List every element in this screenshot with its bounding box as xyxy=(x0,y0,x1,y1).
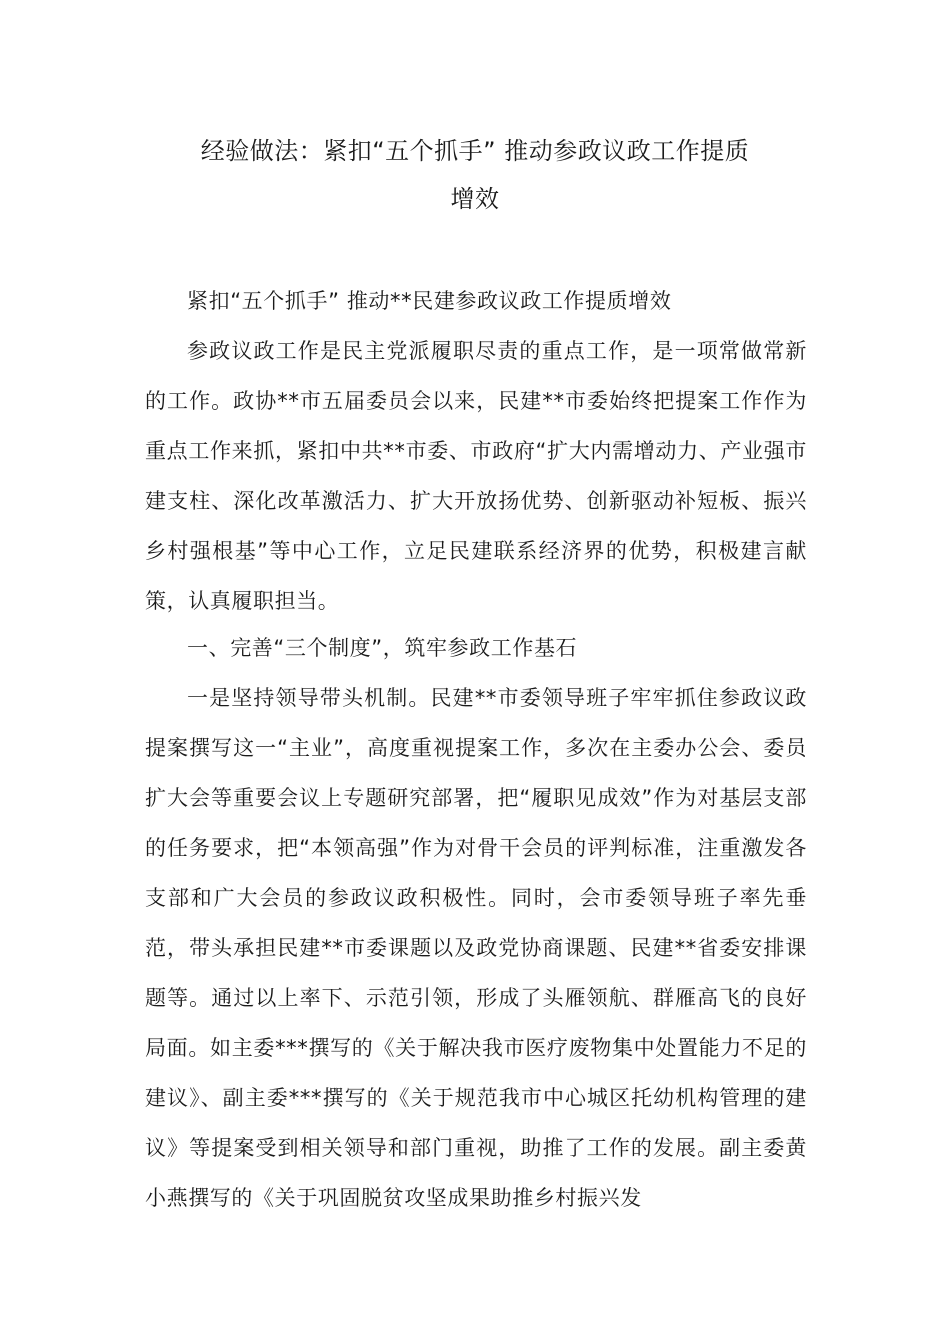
document-title-line-2: 增效 xyxy=(450,185,500,213)
section-heading-1: 一、完善“三个制度”，筑牢参政工作基石 xyxy=(187,636,578,660)
document-subtitle: 紧扣“五个抓手” 推动**民建参政议政工作提质增效 xyxy=(187,289,672,313)
intro-paragraph: 参政议政工作是民主党派履职尽责的重点工作，是一项常做常新的工作。政协**市五届委员会以来，民建**市委始终把提案工作作为重点工作来抓，紧扣中共**市委、市政府“扩大内需增动力、产业强市建支柱、深化改革激活力、扩大开放扬优势、创新驱动补短板、振兴乡村强根基”等中心工作，立足民建联系经济界的优势，积极建言献策，认真履职担当。 xyxy=(145,339,807,613)
document-title-line-1: 经验做法：紧扣“五个抓手” 推动参政议政工作提质 xyxy=(200,137,750,165)
section-1-paragraph-1: 一是坚持领导带头机制。民建**市委领导班子牢牢抓住参政议政提案撰写这一“主业”，高度重视提案工作，多次在主委办公会、委员扩大会等重要会议上专题研究部署，把“履职见成效”作为对基层支部的任务要求，把“本领高强”作为对骨干会员的评判标准，注重激发各支部和广大会员的参政议政积极性。同时，会市委领导班子率先垂范，带头承担民建**市委课题以及政党协商课题、民建**省委安排课题等。通过以上率下、示范引领，形成了头雁领航、群雁高飞的良好局面。如主委***撰写的《关于解决我市医疗废物集中处置能力不足的建议》、副主委***撰写的《关于规范我市中心城区托幼机构管理的建议》等提案受到相关领导和部门重视，助推了工作的发展。副主委黄小燕撰写的《关于巩固脱贫攻坚成果助推乡村振兴发 xyxy=(145,686,807,1210)
